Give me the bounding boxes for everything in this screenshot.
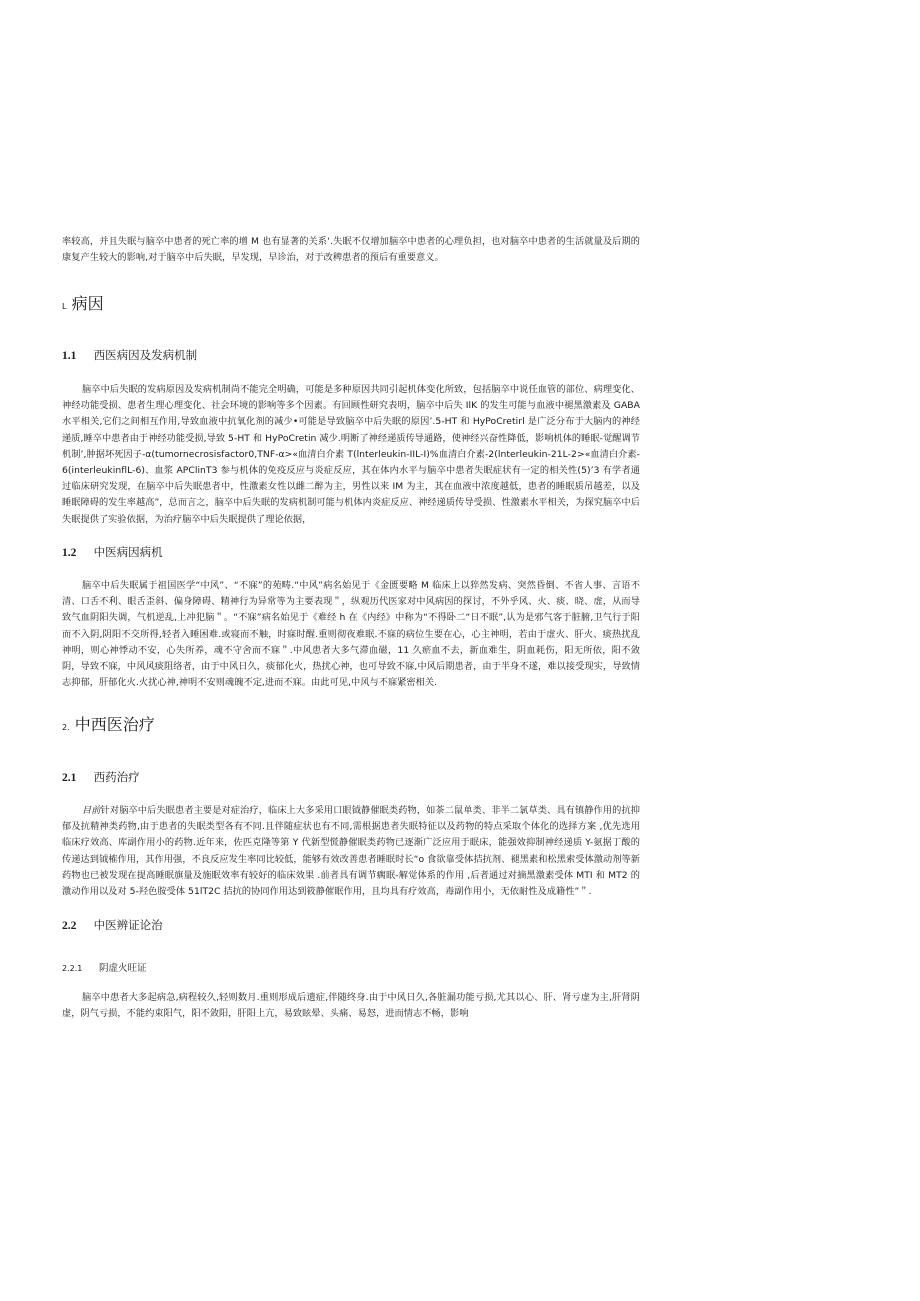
subsection-title: 西药治疗 [93,770,140,784]
section-number: 2. [62,723,70,732]
italic-lead: 目前 [82,805,101,816]
section-title: 病因 [71,294,104,313]
section-number: L [62,302,67,311]
section-heading-treatment [62,715,155,738]
subsection-number: 2.1 [62,772,77,784]
subsection-title: 西医病因及发病机制 [93,348,198,362]
subsection-heading-tcm-etiology [62,544,163,561]
subsubsection-number: 2.2.1 [62,964,83,973]
subsection-heading-western-etiology [62,347,197,364]
subsection-number: 1.2 [62,547,77,559]
subsection-title: 中医病因病机 [93,545,163,559]
section-title: 中西医治疗 [74,715,155,734]
western-etiology-paragraph: 脑卒中后失眠的发病原因及发病机制尚不能完全明确，可能是多种原因共同引起机体变化所致，包括脑卒中说任血管的部位、病理变化、神经功能受损、患者生理心理变化、社会环境的影响等多个因素。有回顾性研究表明，脑卒中后失 IlK 的发生可能与血液中褪黑激素及 GABA 水平相关,它们之间相互作用,导致血液中抗氧化剂的减少•可能是导致脑卒中后失眠的原因’.5-HT 和 HyPoCretirl 是广泛分布于大脑内的神经递质,睡卒中患者由于神经功能受损,导致 5-HT 和 HyPoCretin 减少.明断了神经递质传导通路，使神经兴奋性降低，影响机体的睡眠-觉醒调节机制’,肿据坏死因子-α(tumornecrosisfactor0,TNF-α>«血清白介素 T(lnterleukin-IIL-I)%血清白介素-2(lnterleukin-21L-2>«血清白介素-6(interleukinflL-6)、血浆 APClinT3 参与机体的免疫反应与炎症反应，其在体内水平与脑卒中患者失眠症状有一定的相关性(5)’3 有学者通过临床研究发现，在脑卒中后失眠患者中，性激素女性以雌二醉为主，男性以来 IM 为主，其在血液中浓度越低，患者的睡眠质吊越差，以及睡眠障碍的发生率越高”，总而言之，脑卒中后失眠的发病机制可能与机体内炎症反应、神经递质传导受损、性激素水平相关，为探究脑卒中后失眠提供了实验依据，为治疗脑卒中后失眠提供了理论依据， [62,384,640,525]
tcm-etiology-paragraph: 脑卒中后失眠属于祖国医学“中风”、“不寐”的苑畴.“中风”病名始见于《金匮要略 M 临床上以猝然发病、突然昏倒、不省人事、言语不清、口舌不利、眼舌歪斜、偏身障碍、精神行为异常等为主要表现＂，纵观历代医家对中风病因的探讨，不外乎风、火、痰、晓、虚，从而导致气血阴阳失调，气机逆乱,上冲犯脑＂。“不寐”病名始见于《难经 h 在《内经》中称为“不得卧二“日不眠”,认为是邪气客于脏腑,卫气行于阳而不入阴,阴阳不交所得,轻者入睡困难.或寝而不触，时寐时醒.重则彻夜难眠.不寐的病位生要在心，心主神明，若由于虚火、肝火、痰热扰乱神明，则心神悸动不安，心失所养，魂不守舍而不寐＂.中风患者大多气滞血磁，11 久瘀血不去，新血难生，阴血耗伤，阳无所依，阳不敛阴，导致不寐，中风风痰阻络者，由于中风日久，痰郁化火，热扰心神，也可导致不寐,中风后期患者，由于半身不遂，难以接受现实，导致情志抑郁，肝郁化火.火扰心神,神明不安则魂魄不定,进而不寐。由此可见,中风与不寐紧密相关. [62,580,640,689]
subsubsection-title: 阴虚火旺证 [99,963,147,974]
subsection-title: 中医辨证论治 [93,918,163,932]
subsection-heading-western-medicine [62,769,140,786]
western-medicine-text: 针对脑卒中后失眠患者主要是对症治疗，临床上大多采用口眼钺静催眠类药物，如茶二鼠单类、非半二氯草类、具有镇静作用的抗抑郁及抗精神类药物,由于患者的失眠类型各有不同.且伴随症状也有不同,需根据患者失眠特征以及药物的特点采取个体化的选择方案 ,优先选用临床疗效高、库副作用小的药物.近年来，佐匹克隆等第 Y 代新型慌静催眠类药物已逐渐广泛应用于眠床，能强效抑制神经递质 Y-氨据丁酸的传递达到钺榷作用，其作用强，不良反应发生率同比较低，能够有效改善患者睡眠时长“o 食欲靠受体拮抗剂、褪黑素和松黑索受体激动剂等新药物也已被发现在提高睡眠旗量及施眠效率有较好的临床效果 .前者具有调节瘸眠-解觉体系的作用 ,后者通过对摘黑激素受体 MTI 和 MT2 的激动作用以及对 5-羟色胺受体 51lT2C 拮抗的协同作用达到筱静催眠作用，且均具有疗效高，毒副作用小，无依耐性及成籍性”＂. [62,805,640,898]
subsubsection-heading-yin-deficiency [62,962,147,976]
intro-paragraph: 率较高，并且失眠与脑卒中患者的死亡率的增 M 也有显著的关系‘.失眠不仅增加脑卒中患者的心理负担，也对脑卒中患者的生活就量及后期的康复产生较大的影响,对于脑卒中后失眠，早发现，早诊治，对于改稗患者的预后有重要意义。 [62,236,640,264]
subsection-number: 1.1 [62,350,77,362]
yin-deficiency-paragraph: 脑卒中患者大多起病急,病程较久,轻则数月.重则形成后遗症,伴随终身.由于中风日久,各脏漏功能亏损,尤其以心、肝、肾亏虚为主,肝肾阴虚，阴气亏损，不能约束阳气，阳不敛阳，肝阳上亢，易致眩晕、头痛、易怒，进而情志不畅，影响 [62,992,640,1020]
section-heading-etiology [62,294,104,317]
subsection-heading-tcm-differentiation [62,917,163,934]
subsection-number: 2.2 [62,920,77,932]
western-medicine-paragraph [62,803,640,900]
